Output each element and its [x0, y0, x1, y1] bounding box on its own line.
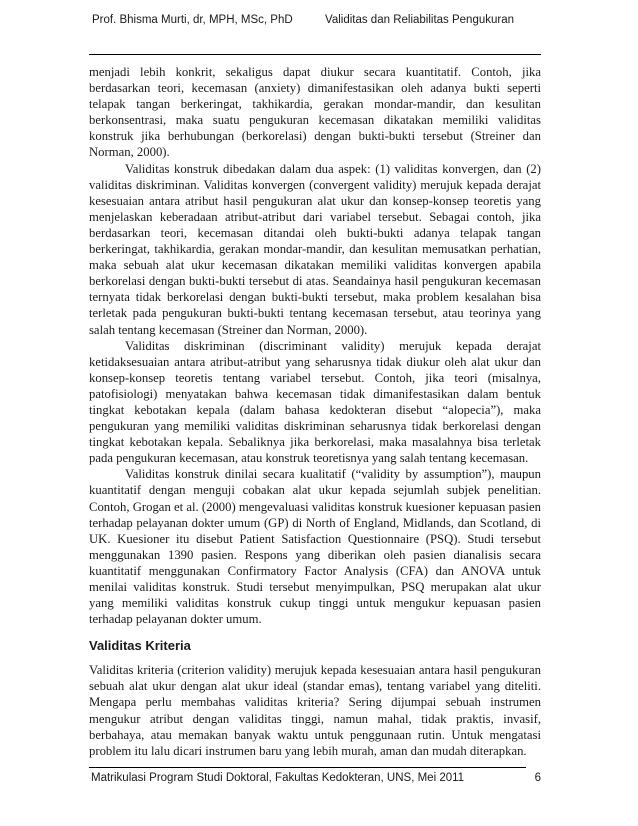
document-body [89, 64, 541, 759]
section-heading: Validitas Kriteria [89, 638, 191, 654]
paragraph-3: Validitas diskriminan (discriminant validity) merujuk kepada derajat ketidaksesuaian antara atribut-atribut yang seharusnya tidak diukur oleh alat ukur dan konsep-konsep teoretis tentang variabel tersebut. Contoh, jika teori (misalnya, patofisiologi) menyatakan bahwa kecemasan tidak dimanifestasikan dalam bentuk tingkat kebotakan kepala (dalam bahasa kedokteran disebut “alopecia”), maka pengukuran yang memiliki validitas diskriminan seharusnya tidak berkorelasi dengan tingkat kebotakan kepala. Sebaliknya jika berkorelasi, maka masalahnya bisa terletak pada pengukuran kecemasan, atau konstruk teoretisnya yang salah tentang kecemasan. [89, 338, 541, 466]
section-paragraph: Validitas kriteria (criterion validity) merujuk kepada kesesuaian antara hasil pengukuran sebuah alat ukur dengan alat ukur ideal (standar emas), tentang variabel yang diteliti. Mengapa perlu membahas validitas kriteria? Sering dijumpai sebuah instrumen mengukur atribut dengan validitas tinggi, namun mahal, tidak praktis, invasif, berbahaya, atau memakan banyak waktu untuk penggunaan rutin. Untuk mengatasi problem itu lalu dicari instrumen baru yang lebih murah, aman dan mudah diterapkan. [89, 663, 541, 758]
paragraph-2: Validitas konstruk dibedakan dalam dua aspek: (1) validitas konvergen, dan (2) validitas diskriminan. Validitas konvergen (convergent validity) merujuk kepada derajat kesesuaian antara atribut hasil pengukuran alat ukur dan konsep-konsep teoretis yang menjelaskan keberadaan atribut-atribut dari variabel tersebut. Sebagai contoh, jika berdasarkan teori, kecemasan ditandai oleh bukti-bukti adanya telapak tangan berkeringat, takhikardia, gerakan mondar-mandir, dan kesulitan memusatkan perhatian, maka sebuah alat ukur kecemasan dikatakan memiliki validitas konvergen apabila berkorelasi dengan bukti-bukti tersebut di atas. Seandainya hasil pengukuran kecemasan ternyata tidak berkorelasi dengan bukti-bukti tersebut, maka problem kesalahan bisa terletak pada pengukuran bukti-bukti tentang kecemasan tersebut, atau teorinya yang salah tentang kecemasan (Streiner dan Norman, 2000). [89, 161, 541, 337]
paragraph-4: Validitas konstruk dinilai secara kualitatif (“validity by assumption”), maupun kuantitatif dengan menguji cobakan alat ukur kepada sejumlah subjek penelitian. Contoh, Grogan et al. (2000) mengevaluasi validitas konstruk kuesioner kepuasan pasien terhadap pelayanan dokter umum (GP) di North of England, Midlands, dan Scotland, di UK. Kuesioner itu disebut Patient Satisfaction Questionnaire (PSQ). Studi tersebut menggunakan 1390 pasien. Respons yang diberikan oleh pasien dianalisis secara kuantitatif menggunakan Confirmatory Factor Analysis (CFA) dan ANOVA untuk menilai validitas konstruk. Studi tersebut menyimpulkan, PSQ merupakan alat ukur yang memiliki validitas konstruk cukup tinggi untuk mengukur kepuasan pasien terhadap pelayanan dokter umum. [89, 467, 541, 627]
paragraph-1: menjadi lebih konkrit, sekaligus dapat diukur secara kuantitatif. Contoh, jika berdasarkan teori, kecemasan (anxiety) dimanifestasikan oleh adanya bukti seperti telapak tangan berkeringat, takhikardia, gerakan mondar-mandir, dan kesulitan berkonsentrasi, maka suatu pengukuran kecemasan dikatakan memiliki validitas konstruk jika berhubungan (berkorelasi) dengan bukti-bukti tersebut (Streiner dan Norman, 2000). [89, 65, 541, 160]
footer-divider [89, 767, 526, 768]
page-footer [91, 772, 541, 784]
header-author: Prof. Bhisma Murti, dr, MPH, MSc, PhD [92, 14, 293, 26]
page-number: 6 [534, 772, 541, 784]
footer-text: Matrikulasi Program Studi Doktoral, Fakultas Kedokteran, UNS, Mei 2011 [91, 772, 465, 784]
page-header [92, 8, 540, 34]
header-title: Validitas dan Reliabilitas Pengukuran [325, 14, 515, 26]
header-divider [89, 54, 541, 55]
